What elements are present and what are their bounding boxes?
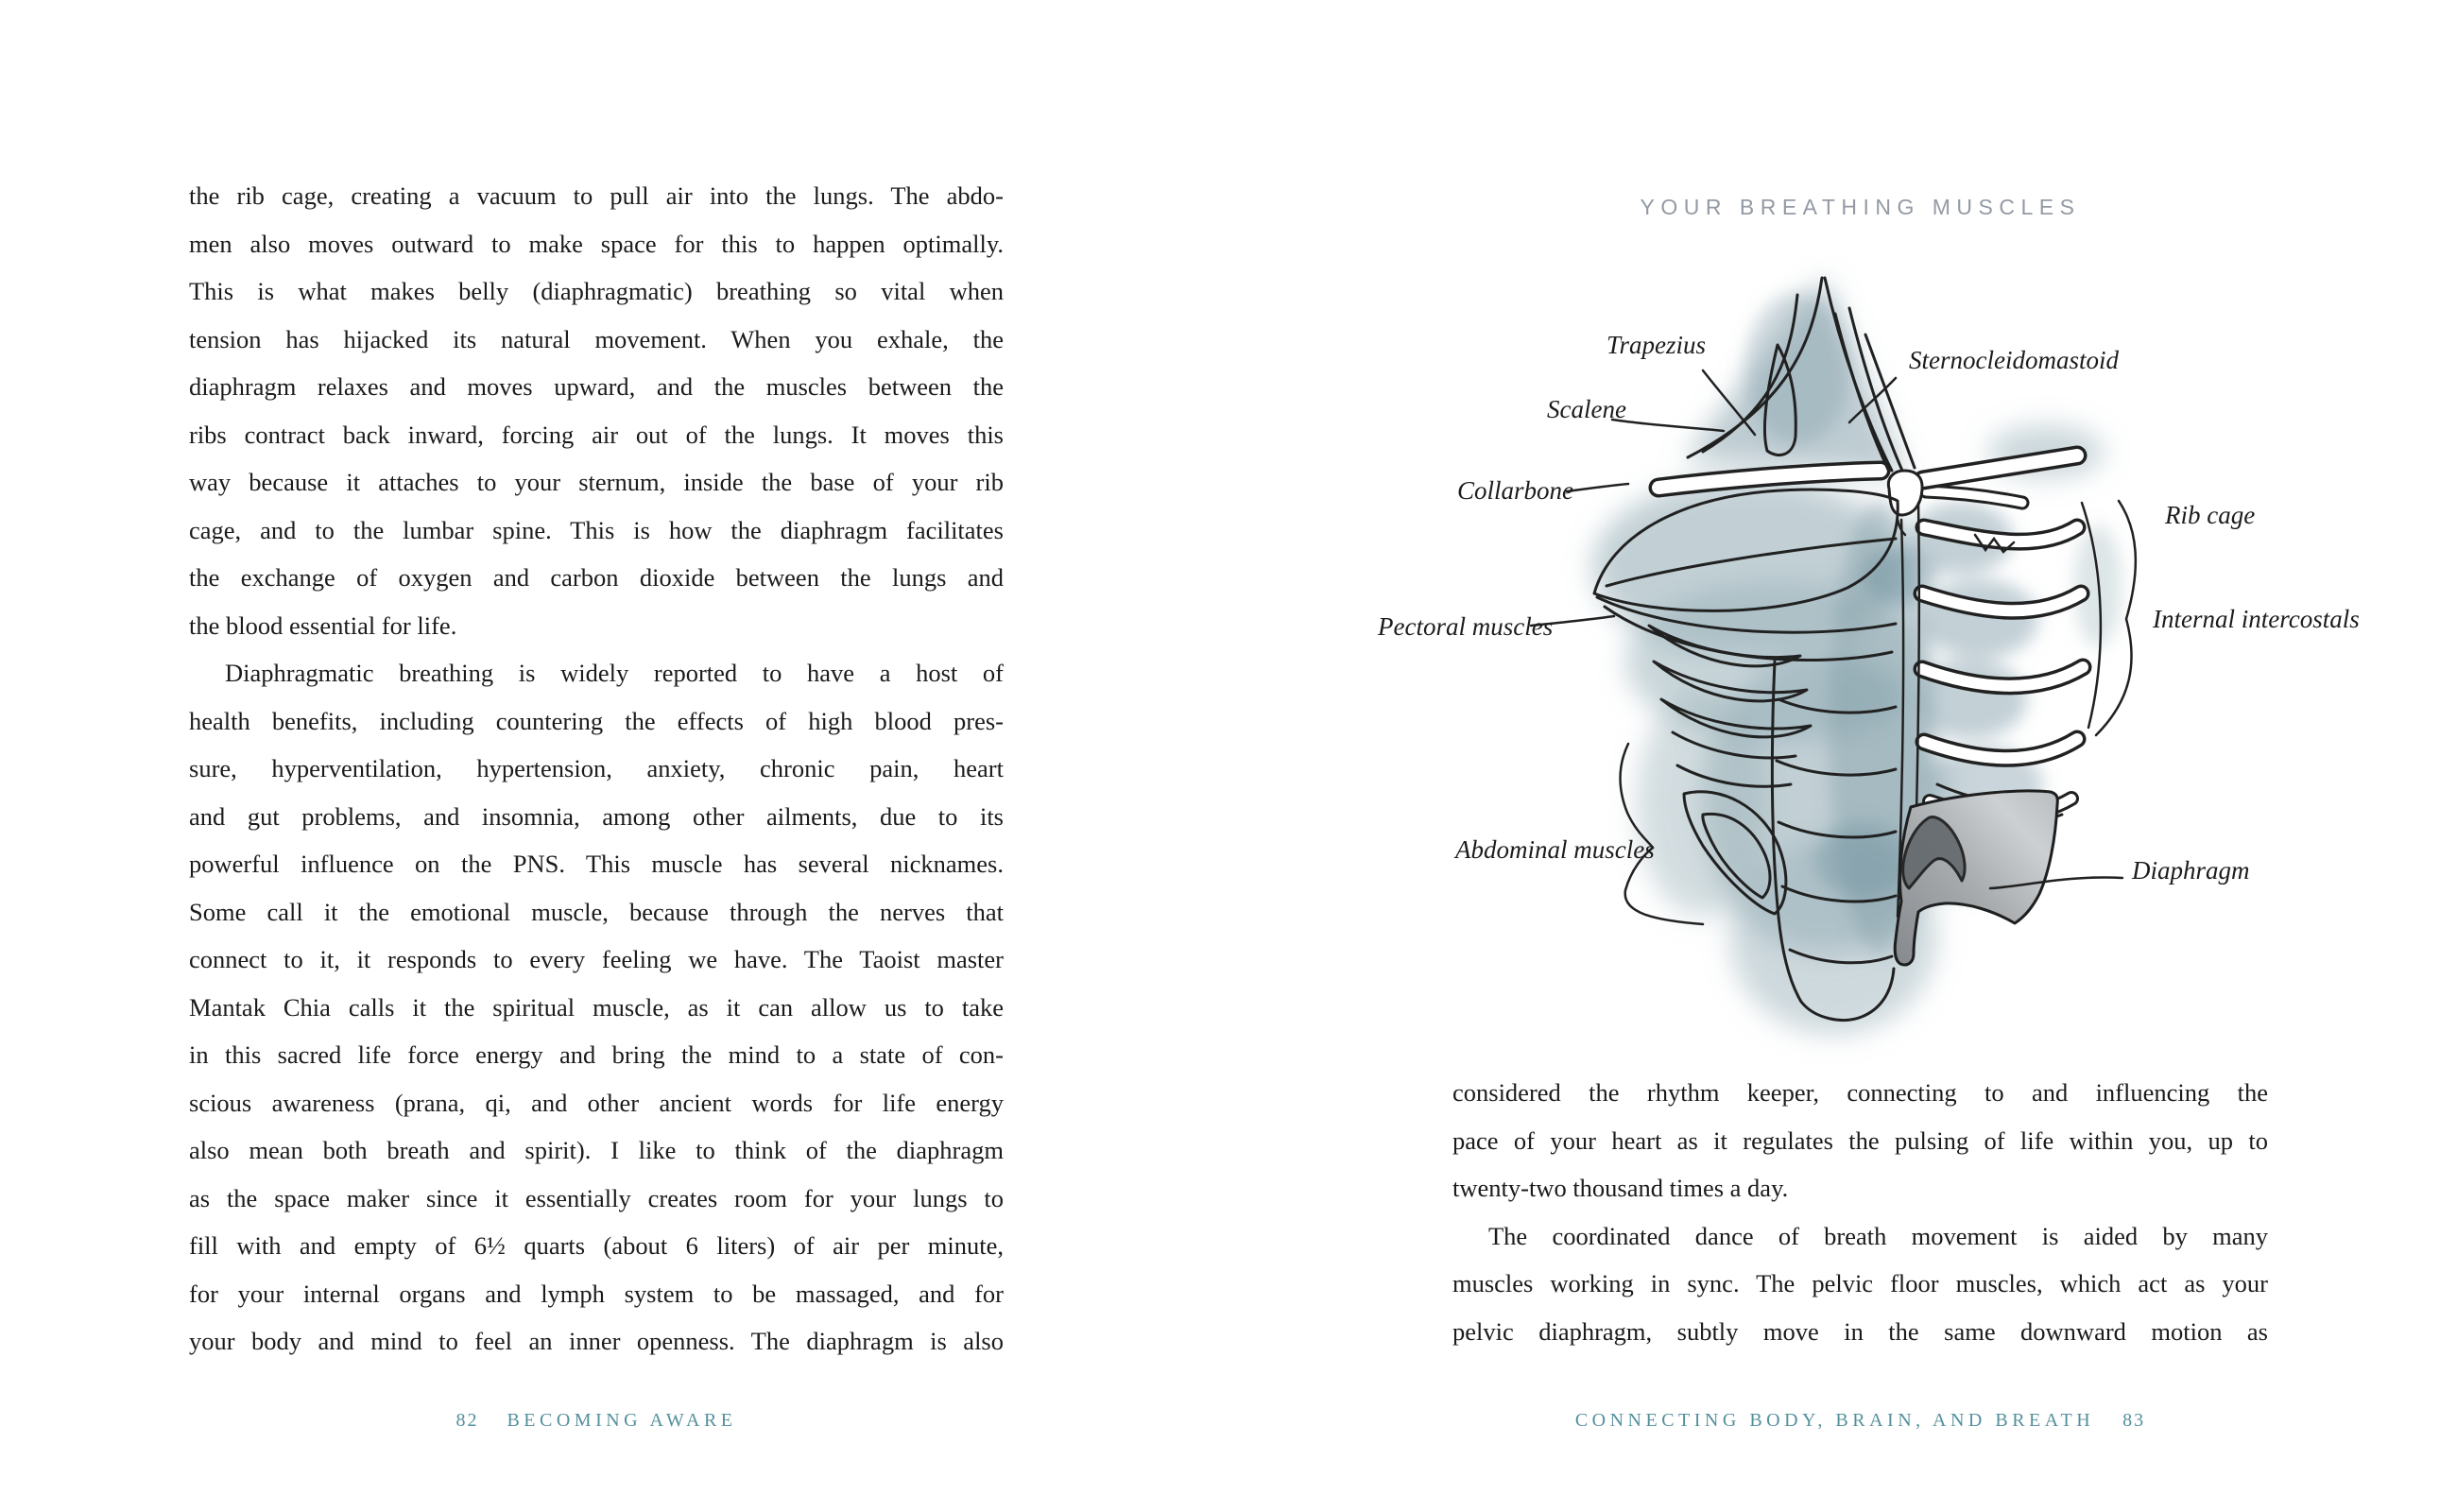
label-trapezius: Trapezius xyxy=(1606,331,1707,359)
collarbone-pointer xyxy=(1567,484,1628,491)
text-line: sure, hyperventilation, hypertension, anxiety, chronic pain, heart xyxy=(189,754,1004,782)
text-line: also mean both breath and spirit). I like to think of the diaphragm xyxy=(189,1136,1004,1164)
right-page-number: 83 xyxy=(2122,1410,2146,1431)
text-line: ribs contract back inward, forcing air out of the lungs. It moves this xyxy=(189,420,1004,449)
label-diaphragm: Diaphragm xyxy=(2132,856,2250,885)
left-page-number: 82 xyxy=(455,1410,479,1431)
text-line: the blood essential for life. xyxy=(189,610,457,640)
right-page-text xyxy=(1452,1069,2268,1355)
left-page-footer xyxy=(189,1410,1004,1432)
text-line: twenty-two thousand times a day. xyxy=(1452,1174,1789,1202)
scalene-pointer xyxy=(1612,420,1724,431)
text-line: pelvic diaphragm, subtly move in the same downward motion as xyxy=(1452,1316,2268,1346)
text-line: diaphragm relaxes and moves upward, and the muscles between the xyxy=(189,372,1004,401)
text-line: cage, and to the lumbar spine. This is how the diaphragm facilitates xyxy=(189,515,1004,544)
label-internal-intercostals: Internal intercostals xyxy=(2153,605,2360,633)
right-running-head: CONNECTING BODY, BRAIN, AND BREATH xyxy=(1574,1410,2095,1431)
breathing-muscles-figure xyxy=(1370,255,2372,1068)
text-line: connect to it, it responds to every feeling we have. The Taoist master xyxy=(189,945,1004,973)
text-line: powerful influence on the PNS. This muscle has several nicknames. xyxy=(189,850,1004,878)
label-pectoral-muscles: Pectoral muscles xyxy=(1378,612,1554,641)
text-line: scious awareness (prana, qi, and other ancient words for life energy xyxy=(189,1088,1004,1117)
label-abdominal-muscles: Abdominal muscles xyxy=(1455,835,1655,864)
text-line: and gut problems, and insomnia, among other ailments, due to its xyxy=(189,801,1004,831)
text-line: muscles working in sync. The pelvic floor muscles, which act as your xyxy=(1452,1269,2268,1297)
text-line: Mantak Chia calls it the spiritual muscle, as it can allow us to take xyxy=(189,992,1004,1022)
text-line: for your internal organs and lymph system to be massaged, and for xyxy=(189,1279,1004,1308)
text-line: the exchange of oxygen and carbon dioxide between the lungs and xyxy=(189,563,1004,592)
text-line: tension has hijacked its natural movement. When you exhale, the xyxy=(189,324,1004,353)
text-line: fill with and empty of 6½ quarts (about 6 liters) of air per minute, xyxy=(189,1231,1004,1260)
text-line: in this sacred life force energy and bring the mind to a state of con- xyxy=(189,1040,1004,1069)
label-rib-cage: Rib cage xyxy=(2165,501,2256,529)
right-page-footer xyxy=(1452,1410,2268,1432)
figure-heading: YOUR BREATHING MUSCLES xyxy=(1640,195,2081,219)
text-line: Some call it the emotional muscle, because through the nerves that xyxy=(189,897,1004,926)
text-line: The coordinated dance of breath movement is aided by many xyxy=(1488,1221,2268,1250)
left-running-head: BECOMING AWARE xyxy=(507,1410,737,1431)
label-sternocleidomastoid: Sternocleidomastoid xyxy=(1909,346,2119,374)
text-line: considered the rhythm keeper, connecting to and influencing the xyxy=(1452,1078,2268,1107)
text-line: pace of your heart as it regulates the pulsing of life within you, up to xyxy=(1452,1125,2268,1155)
label-scalene: Scalene xyxy=(1547,395,1626,423)
label-collarbone: Collarbone xyxy=(1457,476,1574,505)
text-line: This is what makes belly (diaphragmatic) breathing so vital when xyxy=(189,277,1004,305)
text-line: Diaphragmatic breathing is widely reported to have a host of xyxy=(225,659,1004,687)
text-line: the rib cage, creating a vacuum to pull air into the lungs. The abdo- xyxy=(189,181,1004,210)
text-line: your body and mind to feel an inner openness. The diaphragm is also xyxy=(189,1327,1004,1355)
text-line: way because it attaches to your sternum, inside the base of your rib xyxy=(189,468,1004,496)
text-line: health benefits, including countering the effects of high blood pres- xyxy=(189,706,1004,735)
anatomy-illustration xyxy=(1370,255,2372,1068)
text-line: as the space maker since it essentially creates room for your lungs to xyxy=(189,1183,1004,1212)
text-line: men also moves outward to make space for this to happen optimally. xyxy=(189,229,1004,258)
sternum-bone xyxy=(1888,471,1922,515)
left-page-text xyxy=(189,172,1004,1366)
